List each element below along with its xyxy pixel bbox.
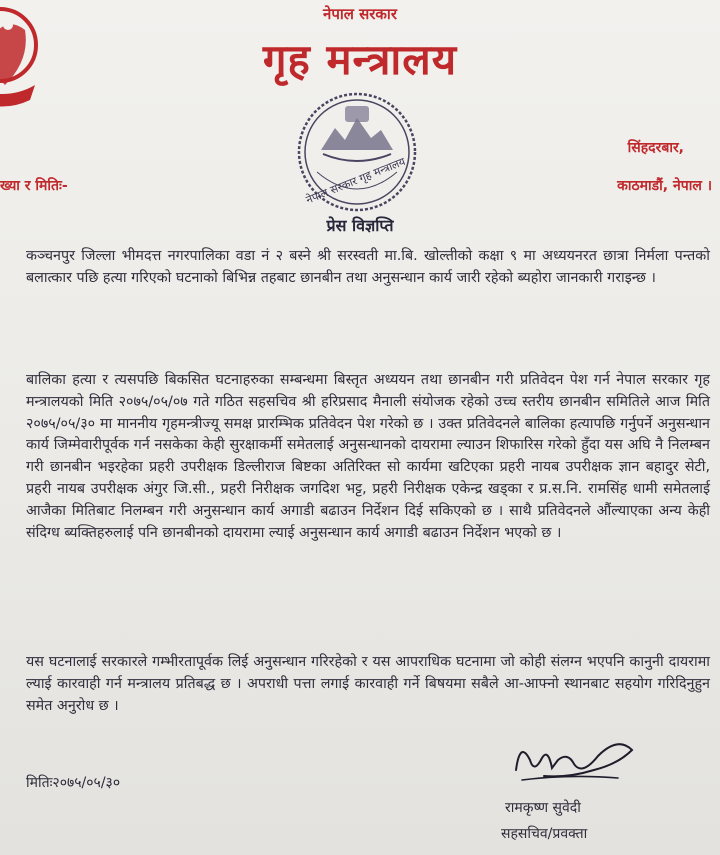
signatory-title: सहसचिव/प्रवक्ता [501, 826, 588, 842]
press-release-heading: प्रेस विज्ञप्ति [326, 216, 394, 235]
ministry-title: गृह मन्त्रालय [262, 35, 458, 84]
signatory-name: रामकृष्ण सुवेदी [505, 800, 581, 816]
reference-date-label: ख्या र मितिः- [0, 178, 68, 194]
body-paragraph-1: कञ्चनपुर जिल्ला भीमदत्त नगरपालिका वडा नं २ बस्ने श्री सरस्वती मा.बि. खोल्तीको कक्षा ९ मा अध्ययनरत छात्रा निर्मला पन्तको बलात्कार पछि हत्या गरिएको घटनाको बिभिन्न तहबाट छानबीन तथा अनुसन्धान कार्य जारी रहेको ब्यहोरा जानकारी गराइन्छ । [26, 248, 710, 286]
body-paragraph-2: बालिका हत्या र त्यसपछि बिकसित घटनाहरुका सम्बन्धमा बिस्तृत अध्ययन तथा छानबीन गरी प्रतिवेदन पेश गर्न नेपाल सरकार गृह मन्त्रालयको मिति २०७५/०५/०७ गते गठित सहसचिव श्री हरिप्रसाद मैनाली संयोजक रहेको उच्च स्तरीय छानबीन समितिले आज मिति २०७५/०५/३० मा माननीय गृहमन्त्रीज्यू समक्ष प्रारम्भिक प्रतिवेदन पेश गरेको छ । उक्त प्रतिवेदनले बालिका हत्यापछि गर्नुपर्ने अनुसन्धान कार्य जिम्मेवारीपूर्वक गर्न नसकेका केही सुरक्षाकर्मी समेतलाई अनुसन्धानको दायरामा ल्याउन शिफारिस गरेको हुँदा यस अघि नै निलम्बन गरी छानबीन भइरहेका प्रहरी उपरीक्षक डिल्लीराज बिष्टका अतिरिक्त सो कार्यमा खटिएका प्रहरी नायब उपरीक्षक ज्ञान बहादुर सेटी, प्रहरी नायब उपरीक्षक अंगुर जि.सी., प्रहरी निरीक्षक जगदिश भट्ट, प्रहरी निरीक्षक एकेन्द्र खड्का र प्र.स.नि. रामसिंह धामी समेतलाई आजैका मितिबाट निलम्बन गरी अनुसन्धान कार्य अगाडी बढाउन निर्देशन दिई सकिएको छ । साथै प्रतिवेदनले औंल्याएका अन्य केही संदिग्ध ब्यक्तिहरुलाई पनि छानबीनको दायरामा ल्याई अनुसन्धान कार्य अगाडी बढाउन निर्देशन भएको छ । [26, 372, 710, 541]
address-line-2: काठमाडौं, नेपाल । [617, 178, 712, 194]
signature-icon [508, 730, 638, 790]
issue-date: मितिः२०७५/०५/३० [26, 775, 121, 791]
ministry-seal-icon [293, 88, 421, 216]
body-paragraph-3: यस घटनालाई सरकारले गम्भीरतापूर्वक लिई अनुसन्धान गरिरहेको र यस आपराधिक घटनामा जो कोही संलग्न भएपनि कानुनी दायरामा ल्याई कारवाही गर्न मन्त्रालय प्रतिबद्ध छ । अपराधी पत्ता लगाई कारवाही गर्ने बिषयमा सबैले आ-आफ्नो स्थानबाट सहयोग गरिदिनुहुन समेत अनुरोध छ । [26, 654, 710, 714]
address-line-1: सिंहदरबार, [627, 140, 684, 156]
government-heading: नेपाल सरकार [323, 5, 397, 23]
seal-lettering: नेपाल सरकार गृह मन्त्रालय [304, 154, 408, 207]
